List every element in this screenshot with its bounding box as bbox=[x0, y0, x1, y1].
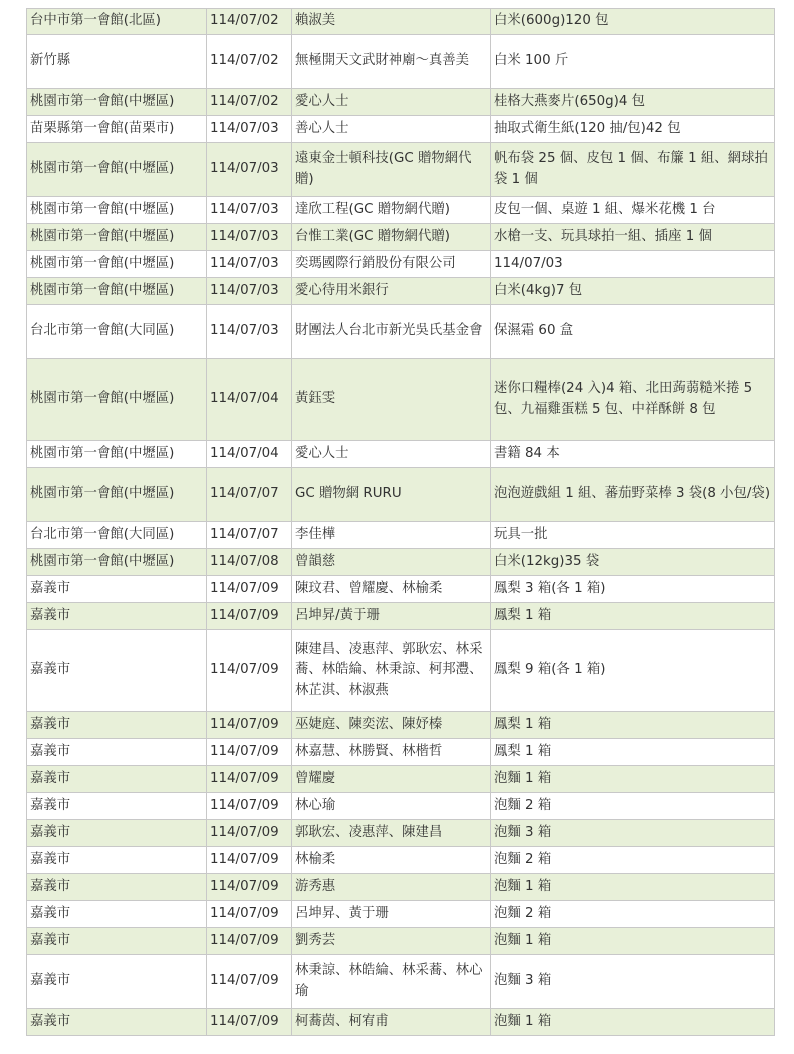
donor-cell: 柯蕎茵、柯宥甫 bbox=[292, 1009, 491, 1036]
item-cell: 泡麵 1 箱 bbox=[491, 928, 775, 955]
item-cell: 泡泡遊戲組 1 組、蕃茄野菜棒 3 袋(8 小包/袋) bbox=[491, 468, 775, 522]
table-row bbox=[27, 35, 775, 89]
branch-cell: 嘉義市 bbox=[27, 820, 207, 847]
donor-cell: 台惟工業(GC 贈物網代贈) bbox=[292, 224, 491, 251]
branch-cell: 嘉義市 bbox=[27, 874, 207, 901]
table-row bbox=[27, 278, 775, 305]
date-cell: 114/07/09 bbox=[207, 766, 292, 793]
donor-cell: 林心瑜 bbox=[292, 793, 491, 820]
branch-cell: 桃園市第一會館(中壢區) bbox=[27, 441, 207, 468]
donor-cell: 呂坤昇/黃于珊 bbox=[292, 603, 491, 630]
branch-cell: 桃園市第一會館(中壢區) bbox=[27, 359, 207, 441]
branch-cell: 嘉義市 bbox=[27, 793, 207, 820]
table-row bbox=[27, 522, 775, 549]
branch-cell: 台中市第一會館(北區) bbox=[27, 9, 207, 35]
date-cell: 114/07/09 bbox=[207, 603, 292, 630]
donor-cell: 財團法人台北市新光吳氏基金會 bbox=[292, 305, 491, 359]
table-row bbox=[27, 603, 775, 630]
table-row bbox=[27, 1009, 775, 1036]
donor-cell: 愛心人士 bbox=[292, 441, 491, 468]
date-cell: 114/07/08 bbox=[207, 549, 292, 576]
item-cell: 白米(600g)120 包 bbox=[491, 9, 775, 35]
item-cell: 鳳梨 1 箱 bbox=[491, 739, 775, 766]
table-row bbox=[27, 766, 775, 793]
donor-cell: 遠東金士頓科技(GC 贈物網代贈) bbox=[292, 143, 491, 197]
donor-cell: 賴淑美 bbox=[292, 9, 491, 35]
item-cell: 桂格大燕麥片(650g)4 包 bbox=[491, 89, 775, 116]
branch-cell: 桃園市第一會館(中壢區) bbox=[27, 549, 207, 576]
table-row bbox=[27, 874, 775, 901]
branch-cell: 桃園市第一會館(中壢區) bbox=[27, 468, 207, 522]
item-cell: 泡麵 1 箱 bbox=[491, 766, 775, 793]
table-row bbox=[27, 847, 775, 874]
table-row bbox=[27, 901, 775, 928]
donor-cell: 奕瑪國際行銷股份有限公司 bbox=[292, 251, 491, 278]
date-cell: 114/07/09 bbox=[207, 928, 292, 955]
date-cell: 114/07/09 bbox=[207, 847, 292, 874]
branch-cell: 嘉義市 bbox=[27, 630, 207, 712]
donor-cell: 善心人士 bbox=[292, 116, 491, 143]
branch-cell: 新竹縣 bbox=[27, 35, 207, 89]
date-cell: 114/07/09 bbox=[207, 739, 292, 766]
date-cell: 114/07/03 bbox=[207, 278, 292, 305]
donor-cell: 林嘉慧、林勝賢、林楷哲 bbox=[292, 739, 491, 766]
item-cell: 書籍 84 本 bbox=[491, 441, 775, 468]
date-cell: 114/07/09 bbox=[207, 1009, 292, 1036]
donor-cell: 郭耿宏、凌惠萍、陳建昌 bbox=[292, 820, 491, 847]
table-row bbox=[27, 820, 775, 847]
branch-cell: 嘉義市 bbox=[27, 955, 207, 1009]
donor-cell: 黃鈺雯 bbox=[292, 359, 491, 441]
date-cell: 114/07/03 bbox=[207, 224, 292, 251]
donor-cell: 游秀惠 bbox=[292, 874, 491, 901]
branch-cell: 苗栗縣第一會館(苗栗市) bbox=[27, 116, 207, 143]
table-row bbox=[27, 305, 775, 359]
table-row bbox=[27, 630, 775, 712]
item-cell: 玩具一批 bbox=[491, 522, 775, 549]
date-cell: 114/07/07 bbox=[207, 522, 292, 549]
donor-cell: 陳建昌、凌惠萍、郭耿宏、林采蕎、林皓綸、林秉諒、柯邦灃、林芷淇、林淑燕 bbox=[292, 630, 491, 712]
donor-cell: 李佳樺 bbox=[292, 522, 491, 549]
table-row bbox=[27, 224, 775, 251]
donor-cell: 曾耀慶 bbox=[292, 766, 491, 793]
table-row bbox=[27, 9, 775, 35]
branch-cell: 嘉義市 bbox=[27, 576, 207, 603]
table-row bbox=[27, 793, 775, 820]
item-cell: 水槍一支、玩具球拍一組、插座 1 個 bbox=[491, 224, 775, 251]
item-cell: 泡麵 2 箱 bbox=[491, 901, 775, 928]
item-cell: 迷你口糧棒(24 入)4 箱、北田蒟蒻糙米捲 5 包、九福雞蛋糕 5 包、中祥酥餅 8 包 bbox=[491, 359, 775, 441]
branch-cell: 桃園市第一會館(中壢區) bbox=[27, 251, 207, 278]
donor-cell: 呂坤昇、黃于珊 bbox=[292, 901, 491, 928]
donation-table bbox=[26, 8, 775, 1036]
table-row bbox=[27, 89, 775, 116]
item-cell: 白米 100 斤 bbox=[491, 35, 775, 89]
branch-cell: 嘉義市 bbox=[27, 847, 207, 874]
donor-cell: 巫婕庭、陳奕浤、陳妤榛 bbox=[292, 712, 491, 739]
item-cell: 白米(4kg)7 包 bbox=[491, 278, 775, 305]
branch-cell: 桃園市第一會館(中壢區) bbox=[27, 143, 207, 197]
date-cell: 114/07/03 bbox=[207, 251, 292, 278]
table-row bbox=[27, 359, 775, 441]
item-cell: 泡麵 1 箱 bbox=[491, 1009, 775, 1036]
item-cell: 鳳梨 1 箱 bbox=[491, 603, 775, 630]
date-cell: 114/07/09 bbox=[207, 901, 292, 928]
date-cell: 114/07/09 bbox=[207, 576, 292, 603]
branch-cell: 嘉義市 bbox=[27, 603, 207, 630]
table-body bbox=[27, 9, 775, 1036]
branch-cell: 嘉義市 bbox=[27, 1009, 207, 1036]
branch-cell: 桃園市第一會館(中壢區) bbox=[27, 278, 207, 305]
item-cell: 帆布袋 25 個、皮包 1 個、布簾 1 組、網球拍袋 1 個 bbox=[491, 143, 775, 197]
table-row bbox=[27, 197, 775, 224]
table-row bbox=[27, 143, 775, 197]
donor-cell: 劉秀芸 bbox=[292, 928, 491, 955]
donor-cell: 愛心人士 bbox=[292, 89, 491, 116]
branch-cell: 桃園市第一會館(中壢區) bbox=[27, 224, 207, 251]
item-cell: 泡麵 2 箱 bbox=[491, 847, 775, 874]
table-row bbox=[27, 928, 775, 955]
date-cell: 114/07/03 bbox=[207, 143, 292, 197]
date-cell: 114/07/02 bbox=[207, 35, 292, 89]
table-row bbox=[27, 576, 775, 603]
item-cell: 保濕霜 60 盒 bbox=[491, 305, 775, 359]
donor-cell: 曾韻慈 bbox=[292, 549, 491, 576]
branch-cell: 桃園市第一會館(中壢區) bbox=[27, 197, 207, 224]
branch-cell: 嘉義市 bbox=[27, 928, 207, 955]
date-cell: 114/07/09 bbox=[207, 793, 292, 820]
item-cell: 鳳梨 9 箱(各 1 箱) bbox=[491, 630, 775, 712]
table-row bbox=[27, 712, 775, 739]
date-cell: 114/07/09 bbox=[207, 955, 292, 1009]
branch-cell: 台北市第一會館(大同區) bbox=[27, 305, 207, 359]
date-cell: 114/07/04 bbox=[207, 441, 292, 468]
date-cell: 114/07/03 bbox=[207, 116, 292, 143]
donor-cell: 無極開天文武財神廟～真善美 bbox=[292, 35, 491, 89]
table-row bbox=[27, 441, 775, 468]
date-cell: 114/07/09 bbox=[207, 630, 292, 712]
table-row bbox=[27, 549, 775, 576]
date-cell: 114/07/07 bbox=[207, 468, 292, 522]
date-cell: 114/07/03 bbox=[207, 197, 292, 224]
branch-cell: 桃園市第一會館(中壢區) bbox=[27, 89, 207, 116]
donor-cell: 林秉諒、林皓綸、林采蕎、林心瑜 bbox=[292, 955, 491, 1009]
donor-cell: 達欣工程(GC 贈物網代贈) bbox=[292, 197, 491, 224]
item-cell: 白米(12kg)35 袋 bbox=[491, 549, 775, 576]
item-cell: 抽取式衛生紙(120 抽/包)42 包 bbox=[491, 116, 775, 143]
item-cell: 泡麵 3 箱 bbox=[491, 955, 775, 1009]
date-cell: 114/07/04 bbox=[207, 359, 292, 441]
table-row bbox=[27, 116, 775, 143]
date-cell: 114/07/09 bbox=[207, 874, 292, 901]
date-cell: 114/07/09 bbox=[207, 712, 292, 739]
table-row bbox=[27, 955, 775, 1009]
date-cell: 114/07/03 bbox=[207, 305, 292, 359]
donor-cell: 林榆柔 bbox=[292, 847, 491, 874]
table-row bbox=[27, 739, 775, 766]
branch-cell: 嘉義市 bbox=[27, 901, 207, 928]
table-row bbox=[27, 251, 775, 278]
date-cell: 114/07/09 bbox=[207, 820, 292, 847]
date-cell: 114/07/02 bbox=[207, 89, 292, 116]
item-cell: 泡麵 2 箱 bbox=[491, 793, 775, 820]
branch-cell: 嘉義市 bbox=[27, 712, 207, 739]
item-cell: 皮包一個、桌遊 1 組、爆米花機 1 台 bbox=[491, 197, 775, 224]
donor-cell: GC 贈物網 RURU bbox=[292, 468, 491, 522]
donor-cell: 陳玟君、曾耀慶、林榆柔 bbox=[292, 576, 491, 603]
date-cell: 114/07/02 bbox=[207, 9, 292, 35]
branch-cell: 台北市第一會館(大同區) bbox=[27, 522, 207, 549]
branch-cell: 嘉義市 bbox=[27, 739, 207, 766]
item-cell: 鳳梨 1 箱 bbox=[491, 712, 775, 739]
item-cell: 泡麵 3 箱 bbox=[491, 820, 775, 847]
item-cell: 鳳梨 3 箱(各 1 箱) bbox=[491, 576, 775, 603]
table-row bbox=[27, 468, 775, 522]
branch-cell: 嘉義市 bbox=[27, 766, 207, 793]
item-cell: 114/07/03 bbox=[491, 251, 775, 278]
item-cell: 泡麵 1 箱 bbox=[491, 874, 775, 901]
donor-cell: 愛心待用米銀行 bbox=[292, 278, 491, 305]
